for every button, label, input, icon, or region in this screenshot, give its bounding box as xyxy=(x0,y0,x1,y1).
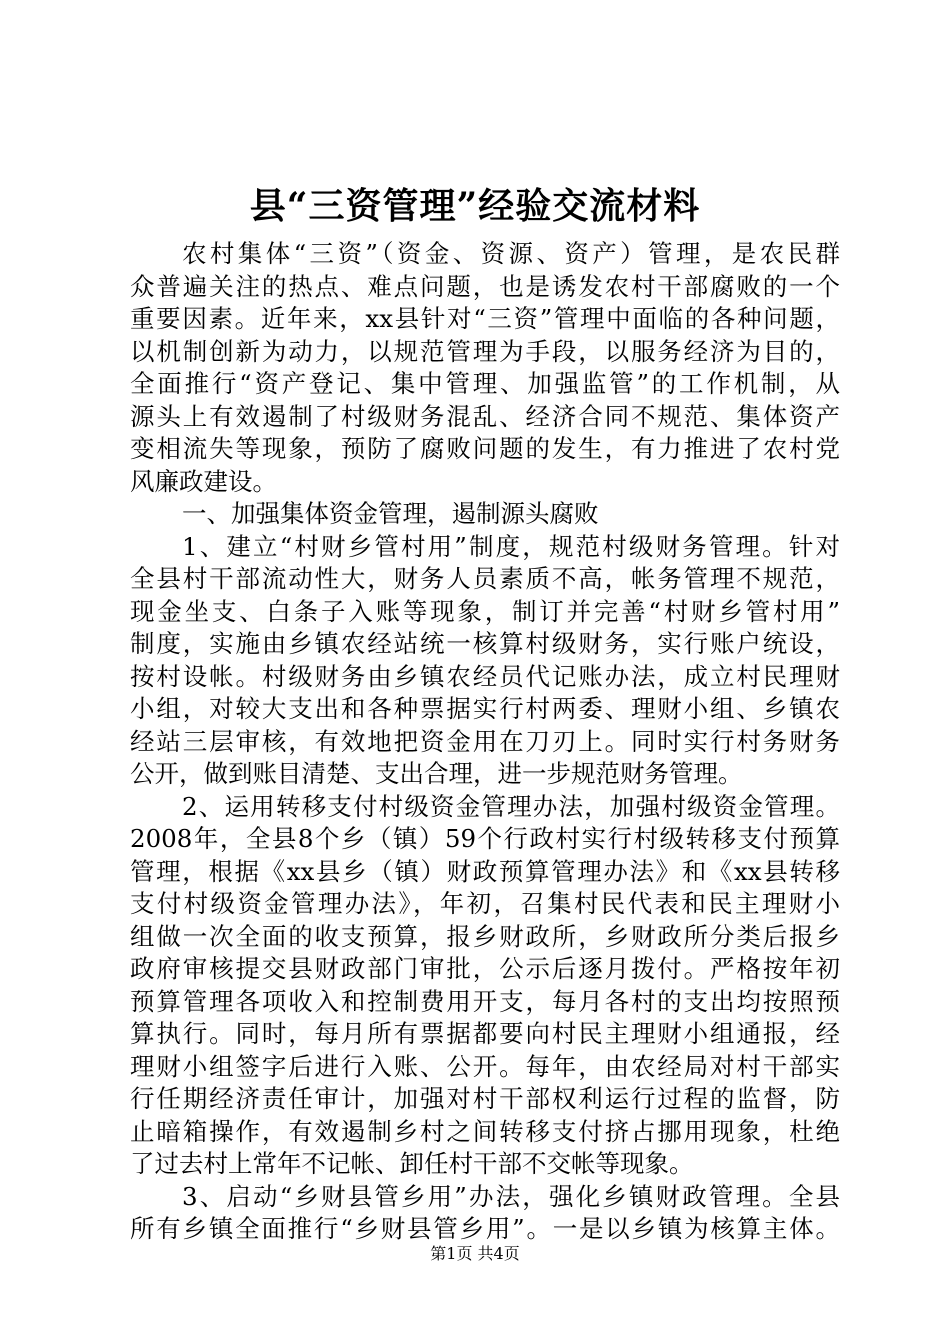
text-line: 全县村干部流动性大，财务人员素质不高，帐务管理不规范， xyxy=(130,564,840,593)
text-line: 支付村级资金管理办法》，年初，召集村民代表和民主理财小 xyxy=(130,889,840,918)
document-body xyxy=(130,238,840,1246)
text-line: 重要因素。近年来，xx县针对“三资”管理中面临的各种问题， xyxy=(130,304,840,333)
text-line: 变相流失等现象，预防了腐败问题的发生，有力推进了农村党 xyxy=(130,434,840,463)
page-footer: 第1页 共4页 xyxy=(430,1244,520,1263)
text-line: 2008年，全县8个乡（镇）59个行政村实行村级转移支付预算 xyxy=(130,824,840,853)
text-line: 公开，做到账目清楚、支出合理，进一步规范财务管理。 xyxy=(130,759,743,788)
text-line: 理财小组签字后进行入账、公开。每年，由农经局对村干部实 xyxy=(130,1051,840,1081)
text-line: 止暗箱操作，有效遏制乡村之间转移支付挤占挪用现象，杜绝 xyxy=(130,1116,840,1146)
text-line: 组做一次全面的收支预算，报乡财政所，乡财政所分类后报乡 xyxy=(130,921,840,951)
text-line: 2、运用转移支付村级资金管理办法，加强村级资金管理。 xyxy=(182,791,840,821)
text-line: 经站三层审核，有效地把资金用在刀刃上。同时实行村务财务 xyxy=(130,726,840,756)
text-line: 以机制创新为动力，以规范管理为手段，以服务经济为目的， xyxy=(130,336,840,366)
text-line: 算执行。同时，每月所有票据都要向村民主理财小组通报，经 xyxy=(130,1019,840,1048)
document-title: 县“三资管理”经验交流材料 xyxy=(249,185,701,227)
text-line: 1、建立“村财乡管村用”制度，规范村级财务管理。针对 xyxy=(182,531,840,561)
text-line: 现金坐支、白条子入账等现象，制订并完善“村财乡管村用” xyxy=(130,596,840,626)
text-line: 小组，对较大支出和各种票据实行村两委、理财小组、乡镇农 xyxy=(130,694,840,723)
text-line: 风廉政建设。 xyxy=(130,466,277,496)
text-line: 所有乡镇全面推行“乡财县管乡用”。一是以乡镇为核算主体。 xyxy=(130,1214,840,1243)
text-line: 政府审核提交县财政部门审批，公示后逐月拨付。严格按年初 xyxy=(130,954,840,983)
text-line: 行任期经济责任审计，加强对村干部权利运行过程的监督，防 xyxy=(130,1084,840,1113)
text-line: 预算管理各项收入和控制费用开支，每月各村的支出均按照预 xyxy=(130,986,840,1016)
text-line: 源头上有效遏制了村级财务混乱、经济合同不规范、集体资产 xyxy=(130,401,840,431)
text-line: 按村设帐。村级财务由乡镇农经员代记账办法，成立村民理财 xyxy=(130,661,840,691)
text-line: 了过去村上常年不记帐、卸任村干部不交帐等现象。 xyxy=(130,1149,694,1178)
text-line: 众普遍关注的热点、难点问题，也是诱发农村干部腐败的一个 xyxy=(130,271,840,301)
text-line: 管理，根据《xx县乡（镇）财政预算管理办法》和《xx县转移 xyxy=(130,856,840,886)
text-line: 制度，实施由乡镇农经站统一核算村级财务，实行账户统设， xyxy=(130,629,840,658)
text-line: 一、加强集体资金管理，遏制源头腐败 xyxy=(182,499,599,528)
text-line: 3、启动“乡财县管乡用”办法，强化乡镇财政管理。全县 xyxy=(182,1181,840,1211)
text-line: 全面推行“资产登记、集中管理、加强监管”的工作机制，从 xyxy=(130,369,840,398)
text-line: 农村集体“三资”（资金、资源、资产）管理，是农民群 xyxy=(182,239,840,268)
